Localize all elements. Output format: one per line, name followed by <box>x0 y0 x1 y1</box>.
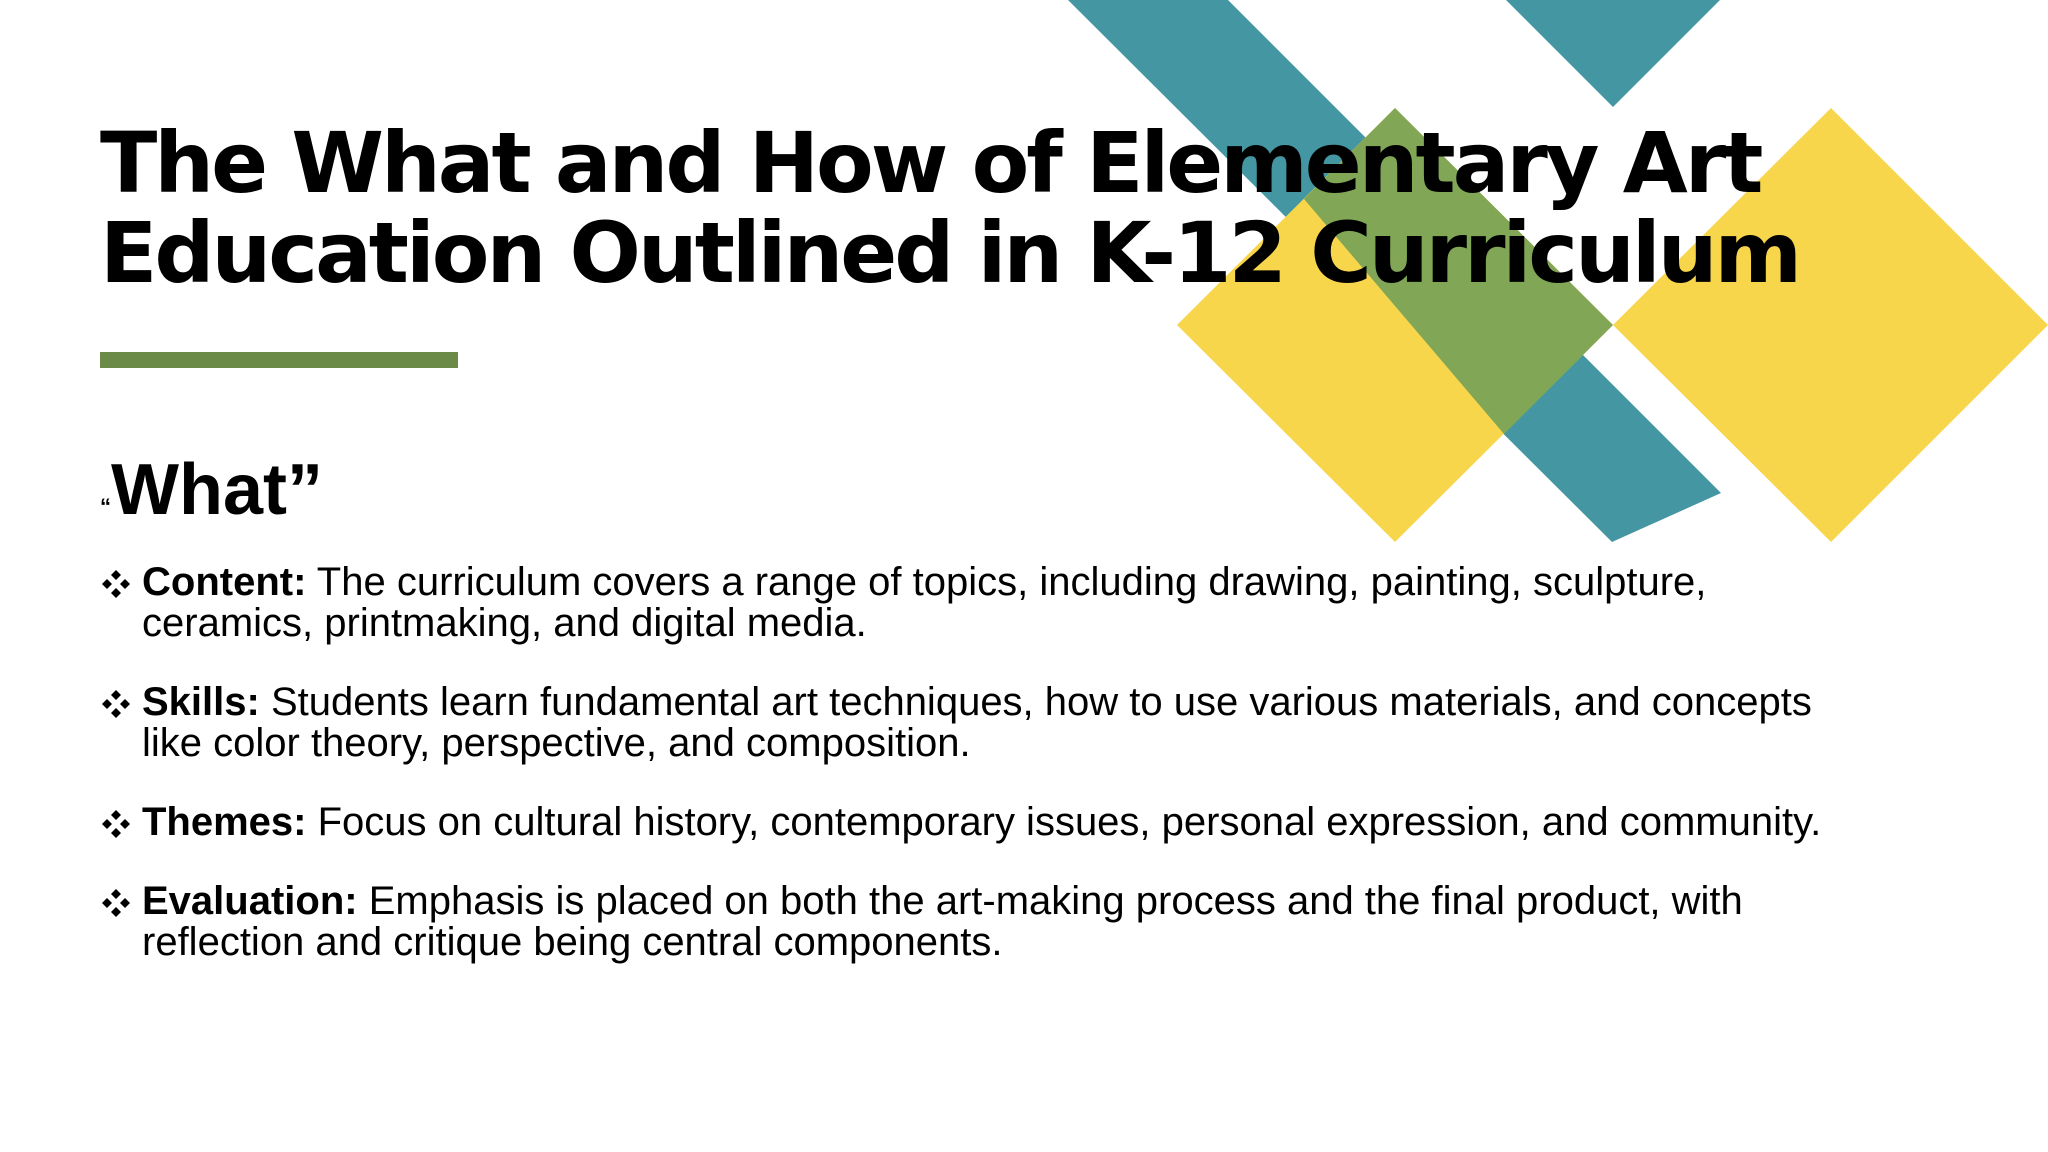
diamond-bullet-icon <box>100 568 132 600</box>
bullet-text-line: ceramics, printmaking, and digital media. <box>142 601 867 645</box>
bullet-item-content <box>100 562 2000 644</box>
bullet-term: Content: <box>142 560 307 604</box>
heading-open-quote: “ <box>100 494 111 519</box>
diamond-bullet-icon <box>100 808 132 840</box>
bullet-item-themes <box>100 802 2000 843</box>
bullet-list <box>100 562 2000 1001</box>
bullet-text-line: The curriculum covers a range of topics, including drawing, painting, sculpture, <box>306 560 1707 604</box>
title-line-1: The What and How of Elementary Art <box>100 114 1761 212</box>
diamond-bullet-icon <box>100 688 132 720</box>
heading-close-quote: ” <box>286 450 323 530</box>
bullet-item-evaluation <box>100 881 2000 963</box>
bullet-text-line: Emphasis is placed on both the art-making process and the final product, with <box>357 879 1743 923</box>
bullet-term: Evaluation: <box>142 879 358 923</box>
bullet-term: Themes: <box>142 800 307 844</box>
bullet-text-line: reflection and critique being central components. <box>142 920 1003 964</box>
bullet-text-line: Students learn fundamental art techniques, how to use various materials, and concepts <box>259 680 1812 724</box>
bullet-term: Skills: <box>142 680 260 724</box>
bullet-text-line: like color theory, perspective, and composition. <box>142 721 971 765</box>
title-accent-rule <box>100 352 458 368</box>
title-line-2: Education Outlined in K-12 Curriculum <box>100 204 1800 302</box>
heading-word: What <box>111 450 287 530</box>
slide-title <box>100 114 1800 302</box>
diamond-bullet-icon <box>100 887 132 919</box>
section-heading-what <box>100 448 323 549</box>
bullet-item-skills <box>100 682 2000 764</box>
teal-top-triangle <box>1506 0 1720 107</box>
bullet-text-line: Focus on cultural history, contemporary issues, personal expression, and community. <box>306 800 1822 844</box>
